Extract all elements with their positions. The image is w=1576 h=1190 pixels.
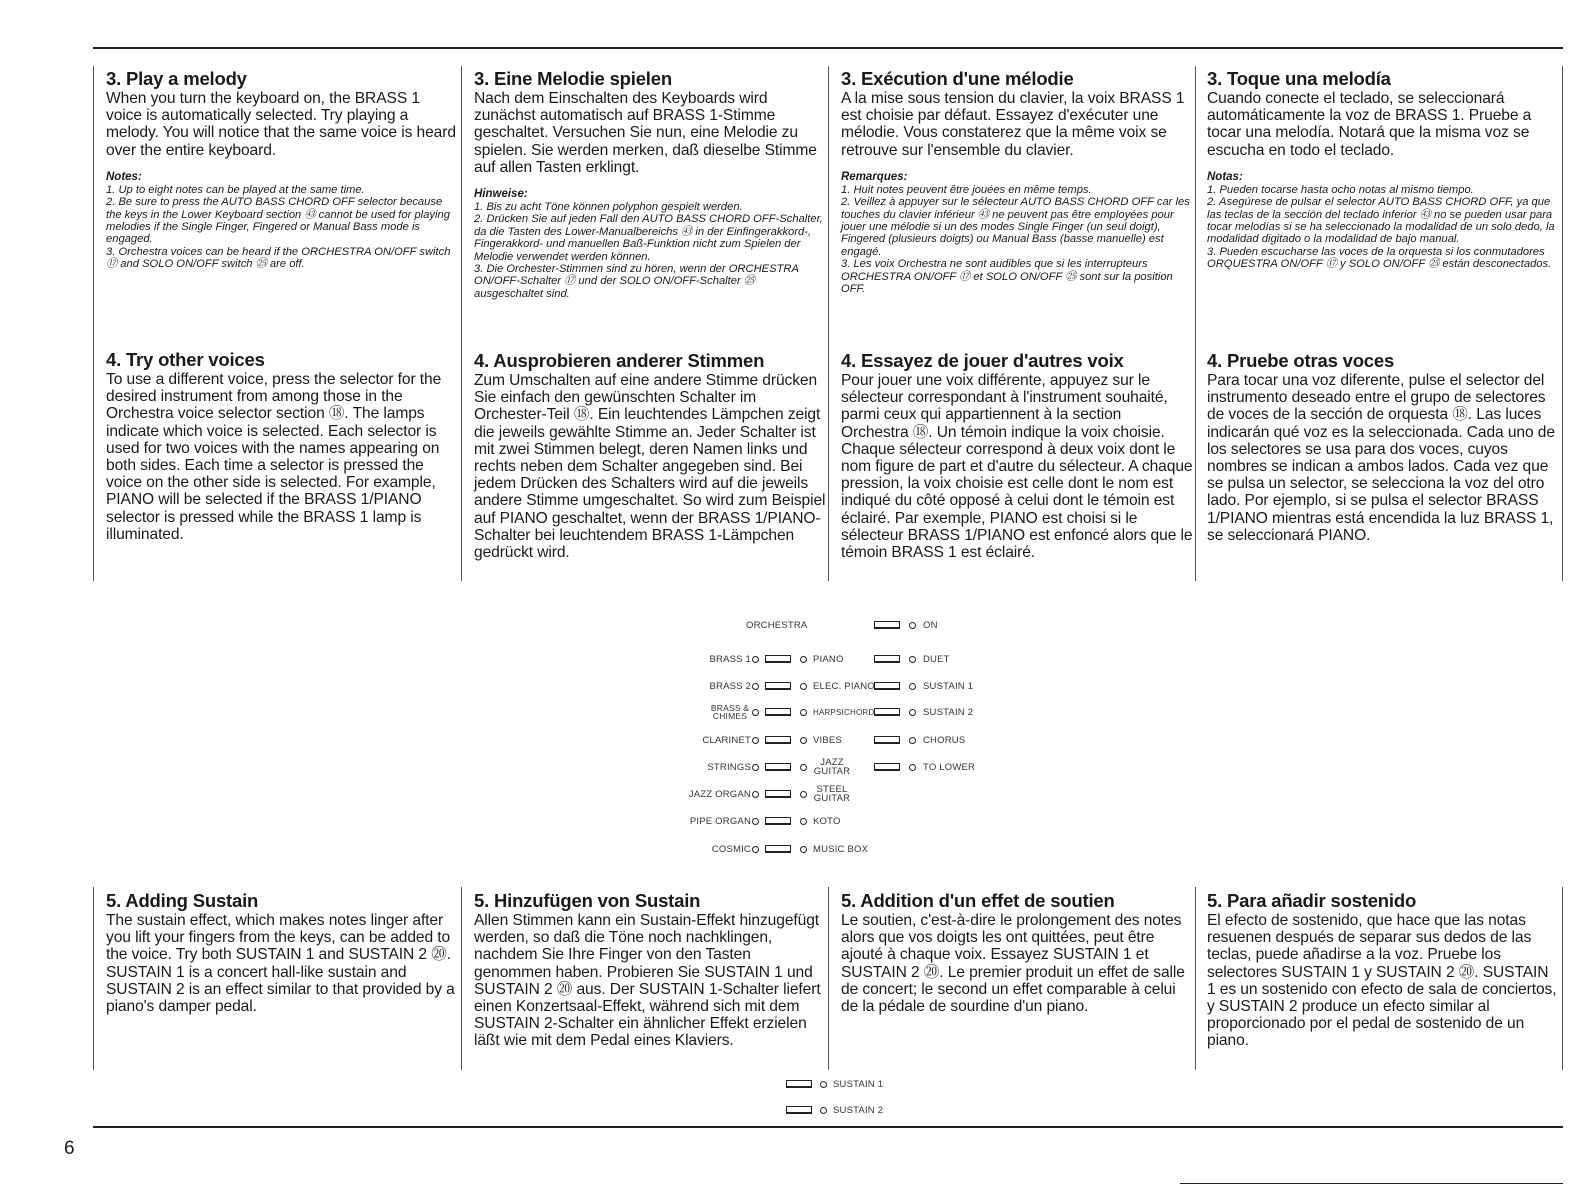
column-divider (1195, 66, 1196, 581)
notes-list (106, 184, 458, 271)
column-divider (93, 887, 94, 1070)
voice-left-lamp (752, 846, 759, 853)
section-heading: 5. Hinzufügen von Sustain (474, 890, 701, 911)
notes-heading: Notas: (1207, 170, 1243, 183)
sustain-1-switch[interactable] (874, 682, 900, 690)
voice-selector-button[interactable] (765, 708, 791, 716)
notes-list (474, 201, 826, 300)
orchestra-label: ORCHESTRA (746, 620, 808, 631)
section-heading: 3. Play a melody (106, 68, 247, 89)
chorus-label: CHORUS (923, 735, 966, 746)
voice-left-label: BRASS 2 (709, 681, 751, 692)
voice-left-label: STRINGS (707, 762, 751, 773)
duet-switch[interactable] (874, 655, 900, 663)
voice-left-lamp (752, 737, 759, 744)
voice-left-lamp (752, 791, 759, 798)
note-item: 1. Up to eight notes can be played at the same time. (106, 183, 365, 196)
notes-list (841, 184, 1193, 296)
notes-list (1207, 184, 1559, 271)
section-try-voices-fr (841, 350, 1193, 561)
to-lower-label: TO LOWER (923, 762, 976, 773)
voice-left-label: BRASS 1 (709, 654, 751, 665)
voice-right-lamp (800, 683, 807, 690)
voice-right-label: MUSIC BOX (813, 844, 869, 855)
notes-heading: Notes: (106, 170, 142, 183)
section-body: El efecto de sostenido, que hace que las notas resuenen después de separar sus dedos de las teclas, puede añadirse a la voz. Pruebe los selectores SUSTAIN 1 y SUSTAIN 2 ⑳. SUSTAIN 1 es un sostenido con efecto de sala de conciertos, y SUSTAIN 2 produce un efecto similar al proporcionado por el pedal de sostenido de un piano. (1207, 912, 1557, 1050)
section-body: Le soutien, c'est-à-dire le prolongement des notes alors que vos doigts les ont quittées, peut être ajouté à chaque voix. Essayez SUSTAIN 1 et SUSTAIN 2 ⑳. Le premier produit un effet de salle de concert; le second un effet comparable à celui de la pédale de sourdine d'un piano. (841, 912, 1185, 1016)
section-heading: 4. Try other voices (106, 349, 265, 370)
duet-lamp (909, 656, 916, 663)
notes-heading: Remarques: (841, 170, 908, 183)
sustain-1-label: SUSTAIN 1 (833, 1079, 884, 1090)
section-body: Zum Umschalten auf eine andere Stimme drücken Sie einfach den gewünschten Schalter im Orchester-Teil ⑱. Ein leuchtendes Lämpchen zeigt die jeweils gewählte Stimme an. Jeder Schalter ist mit zwei Stimmen belegt, deren Namen links und rechts neben dem Schalter angegeben sind. Bei jedem Drücken des Schalters wird auf die jeweils andere Stimme umgeschaltet. So wird zum Beispiel auf PIANO geschaltet, wenn der BRASS 1/PIANO-Schalter bei leuchtendem BRASS 1-Lämpchen gedrückt wird. (474, 372, 826, 562)
section-heading: 4. Essayez de jouer d'autres voix (841, 350, 1124, 371)
voice-left-label: PIPE ORGAN (689, 816, 751, 827)
voice-left-lamp (752, 656, 759, 663)
column-divider (828, 66, 829, 581)
sustain-2-lamp (820, 1107, 827, 1114)
voice-left-lamp (752, 818, 759, 825)
voice-right-label: ELEC. PIANO (813, 681, 875, 692)
voice-left-lamp (752, 709, 759, 716)
to-lower-switch[interactable] (874, 763, 900, 771)
note-item: 1. Huit notes peuvent être jouées en même temps. (841, 183, 1092, 196)
voice-right-lamp (800, 818, 807, 825)
voice-right-lamp (800, 656, 807, 663)
sustain-1-lamp (909, 683, 916, 690)
note-item: 2. Drücken Sie auf jeden Fall den AUTO BASS CHORD OFF-Schalter, da die Tasten des Lower-Manualbereichs ㊸ in der Einfingerakkord-, Fingerakkord- und manuellen Baß-Funktion nicht zum Spielen der Melodie verwendet werden können. (474, 213, 823, 263)
voice-left-label: BRASS & CHIMES (710, 703, 750, 721)
sustain-1-switch[interactable] (786, 1080, 812, 1088)
note-item: 3. Die Orchester-Stimmen sind zu hören, wenn der ORCHESTRA ON/OFF-Schalter ⑰ und der SOLO ON/OFF-Schalter ㉕ ausgeschaltet sind. (474, 263, 799, 300)
voice-left-lamp (752, 683, 759, 690)
section-body: Para tocar una voz diferente, pulse el selector del instrumento deseado entre el grupo de selectores de voces de la sección de orquesta ⑱. Las luces indicarán qué voz es la seleccionada. Cada uno de los selectores se usa para dos voces, cuyos nombres se indican a ambos lados. Cada vez que se pulsa un selector, se selecciona la voz del otro lado. Por ejemplo, si se pulsa el selector BRASS 1/PIANO mientras está encendida la luz BRASS 1, se seleccionará PIANO. (1207, 372, 1555, 544)
section-heading: 5. Addition d'un effet de soutien (841, 890, 1115, 911)
notes-heading: Hinweise: (474, 188, 528, 201)
section-body: Allen Stimmen kann ein Sustain-Effekt hinzugefügt werden, so daß die Töne noch nachklingen, nachdem Sie Ihre Finger von den Tasten genommen haben. Probieren Sie SUSTAIN 1 und SUSTAIN 2 ⑳ aus. Der SUSTAIN 1-Schalter liefert einen Konzertsaal-Effekt, während sich mit dem SUSTAIN 2-Schalter ein ähnlicher Effekt erzielen läßt wie mit dem Pedal eines Klaviers. (474, 912, 821, 1050)
voice-right-lamp (800, 764, 807, 771)
section-heading: 5. Para añadir sostenido (1207, 890, 1417, 911)
section-body: A la mise sous tension du clavier, la voix BRASS 1 est choisie par défaut. Essayez d'exécuter une mélodie. Vous constaterez que la même voix se retrouve sur l'ensemble du clavier. (841, 90, 1185, 159)
section-play-melody-de (474, 68, 826, 300)
section-heading: 5. Adding Sustain (106, 890, 259, 911)
note-item: 2. Asegúrese de pulsar el selector AUTO BASS CHORD OFF, ya que las teclas de la sección del teclado inferior ㊸ no se pueden usar para tocar melodías si se ha seleccionado la modalidad de un solo dedo, la modalidad digitado o la modalidad de bajo manual. (1207, 196, 1555, 246)
note-item: 1. Pueden tocarse hasta ocho notas al mismo tiempo. (1207, 183, 1474, 196)
voice-right-label: VIBES (813, 735, 842, 746)
section-heading: 3. Exécution d'une mélodie (841, 68, 1074, 89)
section-heading: 3. Toque una melodía (1207, 68, 1391, 89)
voice-left-label: COSMIC (711, 844, 751, 855)
voice-right-label: HARPSICHORD (813, 708, 875, 717)
voice-selector-button[interactable] (765, 655, 791, 663)
section-try-voices-es (1207, 350, 1559, 544)
voice-right-label: KOTO (813, 816, 841, 827)
column-divider (93, 66, 94, 581)
voice-right-label: PIANO (813, 654, 844, 665)
chorus-lamp (909, 737, 916, 744)
note-item: 2. Veillez à appuyer sur le sélecteur AUTO BASS CHORD OFF car les touches du clavier inférieur ㊸ ne peuvent pas être employées pour jouer une mélodie si un des modes Single Finger (un seul doigt), Fingered (plusieurs doigts) ou Manual Bass (basse manuelle) est engagé. (841, 196, 1190, 258)
voice-selector-button[interactable] (765, 790, 791, 798)
section-sustain-fr (841, 890, 1193, 1015)
column-divider (461, 66, 462, 581)
voice-right-lamp (800, 737, 807, 744)
voice-right-lamp (800, 846, 807, 853)
voice-selector-button[interactable] (765, 682, 791, 690)
section-body: The sustain effect, which makes notes linger after you lift your fingers from the keys, can be added to the voice. Try both SUSTAIN 1 and SUSTAIN 2 ⑳. SUSTAIN 1 is a concert hall-like sustain and SUSTAIN 2 is an effect similar to that provided by a piano's damper pedal. (106, 912, 455, 1016)
column-divider (1195, 887, 1196, 1070)
voice-right-label: JAZZ GUITAR (813, 757, 851, 777)
page-number: 6 (64, 1138, 75, 1159)
orchestra-on-label: ON (923, 620, 938, 631)
voice-selector-button[interactable] (765, 817, 791, 825)
voice-selector-button[interactable] (765, 845, 791, 853)
note-item: 3. Pueden escucharse las voces de la orquesta si los conmutadores ORQUESTRA ON/OFF ⑰ y SOLO ON/OFF ㉕ están desconectados. (1207, 245, 1552, 271)
voice-selector-button[interactable] (765, 763, 791, 771)
sustain-2-switch[interactable] (786, 1106, 812, 1114)
voice-right-lamp (800, 791, 807, 798)
voice-left-lamp (752, 764, 759, 771)
sustain-2-switch[interactable] (874, 708, 900, 716)
orchestra-on-lamp (909, 622, 916, 629)
voice-right-label: STEEL GUITAR (813, 784, 851, 804)
section-play-melody-es (1207, 68, 1559, 271)
sustain-2-lamp (909, 709, 916, 716)
sustain-2-label: SUSTAIN 2 (833, 1105, 884, 1116)
column-divider (1562, 66, 1563, 581)
duet-label: DUET (923, 654, 950, 665)
voice-left-label: CLARINET (702, 735, 751, 746)
voice-selector-button[interactable] (765, 736, 791, 744)
note-item: 1. Bis zu acht Töne können polyphon gespielt werden. (474, 201, 743, 214)
section-heading: 4. Ausprobieren anderer Stimmen (474, 350, 765, 371)
section-try-voices-en (106, 349, 458, 543)
voice-left-label: JAZZ ORGAN (688, 789, 751, 800)
sustain-1-lamp (820, 1081, 827, 1088)
note-item: 3. Les voix Orchestra ne sont audibles que si les interrupteurs ORCHESTRA ON/OFF ⑰ et SOLO ON/OFF ㉕ sont sur la position OFF. (841, 258, 1173, 296)
section-play-melody-en (106, 68, 458, 271)
column-divider (461, 887, 462, 1070)
section-body: When you turn the keyboard on, the BRASS 1 voice is automatically selected. Try playing a melody. You will notice that the same voice is heard over the entire keyboard. (106, 90, 456, 159)
column-divider (1562, 887, 1563, 1070)
sustain-2-label: SUSTAIN 2 (923, 707, 974, 718)
column-divider (828, 887, 829, 1070)
sustain-1-label: SUSTAIN 1 (923, 681, 974, 692)
note-item: 2. Be sure to press the AUTO BASS CHORD OFF selector because the keys in the Lower Keyboard section ㊸ cannot be used for playing melodies if the Single Finger, Fingered or Manual Bass mode is engaged. (106, 196, 450, 246)
orchestra-switch[interactable] (874, 621, 900, 629)
section-body: Pour jouer une voix différente, appuyez sur le sélecteur correspondant à l'instrument souhaité, parmi ceux qui appartiennent à la section Orchestra ⑱. Un témoin indique la voix choisie. Chaque sélecteur correspond à deux voix dont le nom figure de part et d'autre du sélecteur. A chaque pression, la voix choisie est celle dont le nom est indiqué du côté opposé à celui dont le témoin est éclairé. Par exemple, PIANO est choisi si le sélecteur BRASS 1/PIANO est enfoncé alors que le témoin BRASS 1 est éclairé. (841, 372, 1193, 562)
section-body: Nach dem Einschalten des Keyboards wird zunächst automatisch auf BRASS 1-Stimme geschaltet. Versuchen Sie nun, eine Melodie zu spielen. Sie werden merken, daß dieselbe Stimme auf allen Tasten erklingt. (474, 90, 817, 176)
section-body: Cuando conecte el teclado, se seleccionará automáticamente la voz de BRASS 1. Pruebe a tocar una melodía. Notará que la misma voz se escucha en todo el teclado. (1207, 90, 1532, 159)
section-sustain-en (106, 890, 458, 1015)
section-try-voices-de (474, 350, 826, 561)
top-rule (93, 47, 1563, 49)
section-heading: 4. Pruebe otras voces (1207, 350, 1395, 371)
section-play-melody-fr (841, 68, 1193, 295)
section-sustain-es (1207, 890, 1559, 1050)
section-body: To use a different voice, press the selector for the desired instrument from among those in the Orchestra voice selector section ⑱. The lamps indicate which voice is selected. Each selector is used for two voices with the names appearing on both sides. Each time a selector is pressed the voice on the other side is selected. For example, PIANO will be selected if the BRASS 1/PIANO selector is pressed while the BRASS 1 lamp is illuminated. (106, 371, 442, 543)
section-heading: 3. Eine Melodie spielen (474, 68, 672, 89)
voice-right-lamp (800, 709, 807, 716)
chorus-switch[interactable] (874, 736, 900, 744)
footer-rule (1180, 1183, 1563, 1184)
section-sustain-de (474, 890, 826, 1050)
bottom-rule (93, 1126, 1563, 1128)
to-lower-lamp (909, 764, 916, 771)
note-item: 3. Orchestra voices can be heard if the ORCHESTRA ON/OFF switch ⑰ and SOLO ON/OFF switch ㉕ are off. (106, 245, 451, 271)
